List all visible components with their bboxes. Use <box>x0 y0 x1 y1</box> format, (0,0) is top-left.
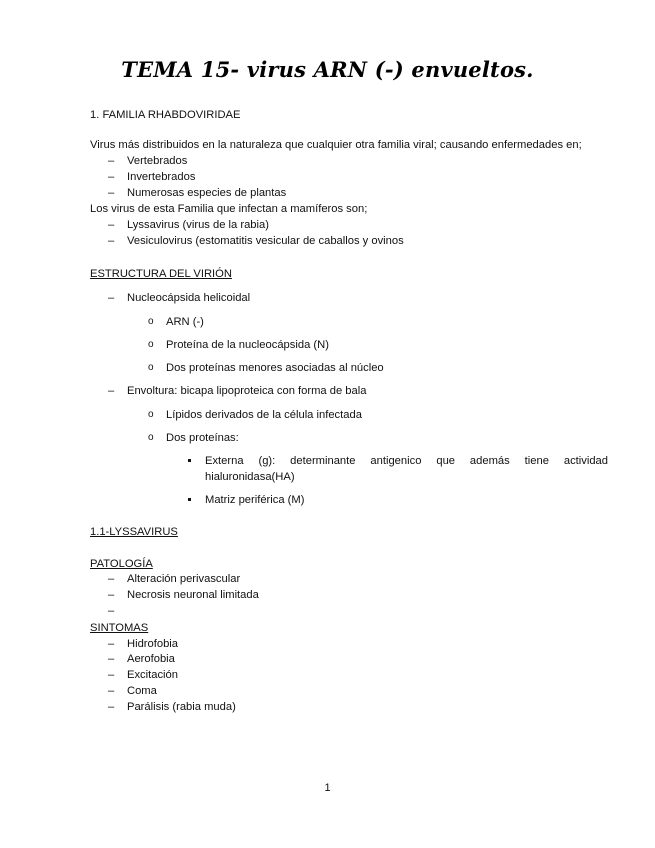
dash-marker: – <box>108 235 115 247</box>
square-bullet <box>188 498 191 501</box>
protein-external-line2: hialuronidasa(HA) <box>205 471 295 483</box>
dash-marker: – <box>108 605 115 617</box>
square-bullet <box>188 459 191 462</box>
dash-marker: – <box>108 219 115 231</box>
dash-marker: – <box>108 669 115 681</box>
dash-marker: – <box>108 653 115 665</box>
dash-marker: – <box>108 589 115 601</box>
symptom-aerofobia: Aerofobia <box>127 653 175 665</box>
pathology-heading: PATOLOGÍA <box>90 558 153 570</box>
nucleocapsid-minor-proteins: Dos proteínas menores asociadas al núcleo <box>166 362 384 374</box>
symptom-hidrofobia: Hidrofobia <box>127 638 178 650</box>
circle-bullet: o <box>148 409 154 420</box>
symptoms-heading: SINTOMAS <box>90 622 149 634</box>
dash-marker: – <box>108 638 115 650</box>
circle-bullet: o <box>148 339 154 350</box>
dash-marker: – <box>108 155 115 167</box>
structure-heading: ESTRUCTURA DEL VIRIÓN <box>90 268 232 280</box>
host-item-plantas: Numerosas especies de plantas <box>127 187 287 199</box>
host-item-vertebrados: Vertebrados <box>127 155 188 167</box>
envelope-two-proteins: Dos proteínas: <box>166 432 239 444</box>
mammal-virus-vesiculovirus: Vesiculovirus (estomatitis vesicular de caballos y ovinos <box>127 235 404 247</box>
section-heading-rhabdoviridae: 1. FAMILIA RHABDOVIRIDAE <box>90 109 241 121</box>
intro-paragraph: Virus más distribuidos en la naturaleza que cualquier otra familia viral; causando enfermedades en; <box>90 139 582 151</box>
circle-bullet: o <box>148 362 154 373</box>
dash-marker: – <box>108 385 115 397</box>
host-item-invertebrados: Invertebrados <box>127 171 196 183</box>
envelope-lipids: Lípidos derivados de la célula infectada <box>166 409 362 421</box>
pathology-necrosis: Necrosis neuronal limitada <box>127 589 259 601</box>
dash-marker: – <box>108 292 115 304</box>
symptom-paralisis: Parálisis (rabia muda) <box>127 701 236 713</box>
page-number: 1 <box>324 782 331 794</box>
dash-marker: – <box>108 171 115 183</box>
nucleocapsid-arn: ARN (-) <box>166 316 204 328</box>
dash-marker: – <box>108 573 115 585</box>
page-title: TEMA 15- virus ARN (-) envueltos. <box>121 57 534 82</box>
mammal-intro: Los virus de esta Familia que infectan a mamíferos son; <box>90 203 368 215</box>
pathology-perivascular: Alteración perivascular <box>127 573 241 585</box>
dash-marker: – <box>108 685 115 697</box>
nucleocapsid-item: Nucleocápsida helicoidal <box>127 292 251 304</box>
dash-marker: – <box>108 701 115 713</box>
protein-matrix: Matriz periférica (M) <box>205 494 305 506</box>
symptom-coma: Coma <box>127 685 157 697</box>
lyssavirus-heading: 1.1-LYSSAVIRUS <box>90 526 178 538</box>
circle-bullet: o <box>148 316 154 327</box>
nucleocapsid-protein-n: Proteína de la nucleocápsida (N) <box>166 339 329 351</box>
dash-marker: – <box>108 187 115 199</box>
symptom-excitacion: Excitación <box>127 669 178 681</box>
mammal-virus-lyssavirus: Lyssavirus (virus de la rabia) <box>127 219 269 231</box>
envelope-item: Envoltura: bicapa lipoproteica con forma de bala <box>127 385 367 397</box>
circle-bullet: o <box>148 432 154 443</box>
protein-external-line1: Externa (g): determinante antigenico que además tiene actividad <box>205 455 608 467</box>
